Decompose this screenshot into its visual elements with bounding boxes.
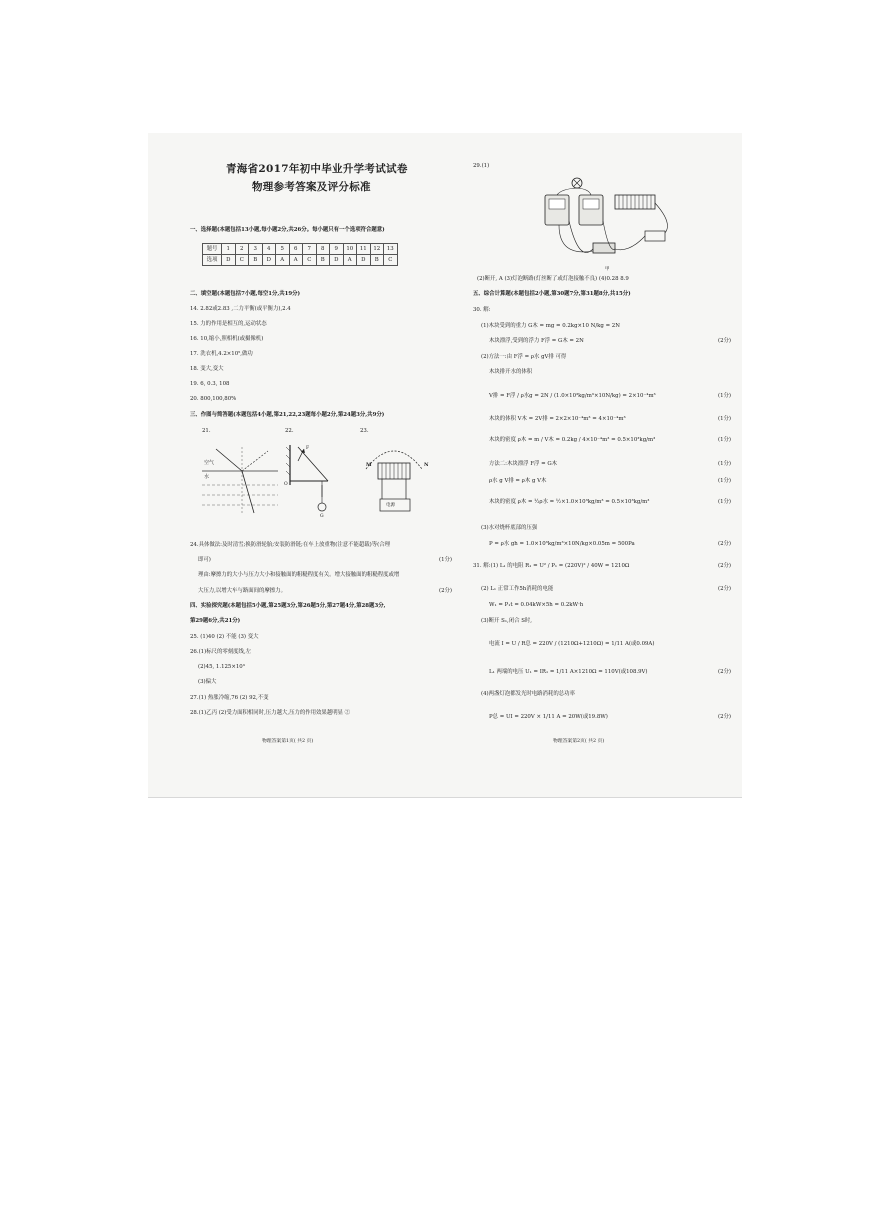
table-row-label: 选项 [203, 255, 222, 266]
table-cell-answer: B [249, 255, 263, 266]
answer-30-2-formula-1: V排 = F浮 / ρ水g = 2N / (1.0×10³kg/m³×10N/kg) = 2×10⁻⁴m³ [489, 393, 656, 399]
answer-31-3-formula-2: L₁ 两端的电压 U₁ = IR₁ = 1/11 A×1210Ω = 110V(或108.9V) [489, 669, 648, 675]
answer-30-2-formula-3: 木块的密度 ρ木 = m / V木 = 0.2kg / 4×10⁻⁴m³ = 0.5×10³kg/m³ [489, 437, 656, 443]
answer-31-2-formula: W₁ = P₁t = 0.04kW×5h = 0.2kW·h [489, 602, 584, 608]
table-cell-answer: D [357, 255, 371, 266]
answer-31-3-line-1: (3)断开 S₁,闭合 S时, [481, 618, 532, 624]
answer-30-2-formula-4: ρ水 g V排 = ρ木 g V木 [489, 478, 547, 484]
table-cell-question-number: 7 [303, 244, 317, 255]
table-cell-question-number: 3 [249, 244, 263, 255]
answer-26-1: 26.(1)标尺的零刻度线,左 [190, 649, 252, 655]
answer-30-2-line-2: 木块排开水的体积 [489, 369, 533, 375]
score-label: (1分) [717, 437, 731, 443]
table-cell-question-number: 11 [357, 244, 371, 255]
figure-23-solenoid-diagram [358, 439, 438, 519]
table-cell-question-number: 10 [343, 244, 357, 255]
table-cell-answer: D [222, 255, 236, 266]
table-cell-answer: D [262, 255, 276, 266]
figure-23-power-label: 电源 [386, 503, 395, 508]
figure-29-label: 甲 [605, 267, 610, 272]
score-label: (2分) [717, 338, 731, 344]
answer-30-2-method-2: 方法二:木块漂浮 F浮 = G木 [489, 461, 558, 467]
answer-25: 25. (1)40 (2) 不能 (3) 变大 [190, 634, 259, 640]
answer-30-3-formula: P = ρ水 gh = 1.0×10³kg/m³×10N/kg×0.05m = 500Pa [489, 541, 635, 547]
figure-22-lever-diagram [282, 439, 346, 519]
choice-answer-table [202, 243, 398, 266]
figure-23-m-label: M [366, 462, 372, 468]
answer-30-2-formula-2: 木块的体积 V木 = 2V排 = 2×2×10⁻⁴m³ = 4×10⁻⁴m³ [489, 416, 626, 422]
table-cell-answer: D [330, 255, 344, 266]
answer-17: 17. 洗衣机,4.2×10⁵,做功 [190, 351, 253, 357]
answer-20: 20. 800,100,80% [190, 396, 237, 402]
table-row-label: 题号 [203, 244, 222, 255]
score-label: (2分) [717, 563, 731, 569]
table-cell-answer: A [276, 255, 290, 266]
answer-26-3: (3)偏大 [198, 679, 217, 685]
figure-21-number: 21. [202, 428, 211, 434]
figure-22-force-label: F [306, 446, 310, 451]
score-label: (2分) [717, 541, 731, 547]
answer-16: 16. 10,缩小,照相机(或摄像机) [190, 336, 264, 342]
answer-30-2-line-1: (2)方法一:由 F浮 = ρ水 gV排 可得 [481, 354, 567, 360]
page-footer: 物理答案第2页( 共2 页) [553, 739, 605, 744]
score-label: (1分) [717, 393, 731, 399]
table-cell-question-number: 5 [276, 244, 290, 255]
table-cell-question-number: 8 [316, 244, 330, 255]
answer-18: 18. 变大,变大 [190, 366, 224, 372]
table-cell-answer: C [384, 255, 398, 266]
section-1-heading: 一、选择题(本题包括13小题,每小题2分,共26分。每小题只有一个选项符合题意) [190, 227, 385, 233]
answer-24-line-4: 大压力,以增大车与路面间的摩擦力。 [198, 588, 286, 594]
table-cell-answer: B [370, 255, 384, 266]
score-label: (2分) [717, 714, 731, 720]
figure-29-circuit-diagram [539, 173, 679, 265]
figure-23-number: 23. [360, 428, 369, 434]
score-label: (1分) [717, 499, 731, 505]
score-label: (1分) [717, 478, 731, 484]
table-cell-question-number: 9 [330, 244, 344, 255]
table-cell-question-number: 1 [222, 244, 236, 255]
answer-14: 14. 2.82或2.83 ,二力平衡(或平衡力),2.4 [190, 306, 291, 312]
section-2-heading: 二、填空题(本题包括7小题,每空1分,共19分) [190, 291, 301, 297]
answer-31-3-formula-1: 电流 I = U / R总 = 220V / (1210Ω+1210Ω) = 1/11 A(或0.09A) [489, 641, 655, 647]
table-cell-question-number: 2 [235, 244, 249, 255]
figure-21-air-label: 空气 [204, 460, 215, 466]
answer-30-3-line-1: (3)水对烧杯底部的压强 [481, 525, 538, 531]
answer-27: 27.(1) 热胀冷缩,76 (2) 92,不变 [190, 695, 269, 701]
figure-22-number: 22. [285, 428, 294, 434]
section-4-heading: 四、实验探究题(本题包括5小题,第25题3分,第26题5分,第27题4分,第28题3分, [190, 603, 386, 609]
figure-21-refraction-diagram [198, 443, 280, 518]
answer-31-2-line-1: (2) L₁ 正常工作5h消耗的电能 [481, 586, 554, 592]
question-30-number: 30. 解: [473, 307, 491, 313]
page-subtitle: 物理参考答案及评分标准 [252, 181, 371, 193]
score-label: (1分) [438, 557, 452, 563]
figure-22-pivot-label: O [284, 482, 288, 487]
table-cell-answer: A [289, 255, 303, 266]
answer-31-4-line-1: (4)两盏灯泡都发光时电路消耗的总功率 [481, 691, 575, 697]
answer-19: 19. 6, 0.3, 108 [190, 381, 230, 387]
table-cell-question-number: 4 [262, 244, 276, 255]
table-cell-answer: C [303, 255, 317, 266]
table-cell-question-number: 6 [289, 244, 303, 255]
answer-28: 28.(1)乙丙 (2)受力面积相同时,压力越大,压力的作用效果越明显 ② [190, 710, 351, 716]
figure-23-n-label: N [424, 462, 429, 468]
answer-24-line-2: 即可) [198, 557, 211, 563]
section-5-heading: 五、综合计算题(本题包括2小题,第30题7分,第31题8分,共15分) [473, 291, 631, 297]
table-cell-answer: B [316, 255, 330, 266]
section-4-heading-cont: 第29题6分,共21分) [190, 618, 241, 624]
answer-24-line-1: 24.具体做法:及时清雪;换防滑轮胎;安装防滑链;在车上放重物(注意不能超载)等(合理 [190, 542, 391, 548]
score-label: (1分) [717, 461, 731, 467]
figure-22-gravity-label: G [320, 514, 324, 519]
question-29-number: 29.(1) [473, 163, 490, 169]
answer-15: 15. 力的作用是相互的,运动状态 [190, 321, 267, 327]
score-label: (1分) [717, 416, 731, 422]
table-cell-answer: C [235, 255, 249, 266]
answer-26-2: (2)45, 1.125×10³ [198, 664, 245, 670]
answer-30-1-line-2: 木块漂浮,受到的浮力 F浮 = G木 = 2N [489, 338, 584, 344]
answer-30-2-formula-5: 木块的密度 ρ木 = ½ρ水 = ½×1.0×10³kg/m³ = 0.5×10³kg/m³ [489, 499, 650, 505]
answer-31-1: 31. 解:(1) L₁ 的电阻 R₁ = U² / P₁ = (220V)² / 40W = 1210Ω [473, 563, 630, 569]
page-footer: 物理答案第1页( 共2 页) [262, 739, 314, 744]
section-3-heading: 三、作图与简答题(本题包括4小题,第21,22,23题每小题2分,第24题3分,共9分) [190, 412, 385, 418]
score-label: (2分) [438, 588, 452, 594]
answer-31-4-formula: P总 = UI = 220V × 1/11 A = 20W(或19.8W) [489, 714, 608, 720]
figure-21-water-label: 水 [204, 474, 210, 480]
table-cell-answer: A [343, 255, 357, 266]
score-label: (2分) [717, 586, 731, 592]
page-title: 青海省2017年初中毕业升学考试试卷 [226, 163, 408, 175]
scanned-answer-sheet [148, 133, 742, 798]
table-cell-question-number: 12 [370, 244, 384, 255]
answer-24-line-3: 理由:摩擦力的大小与压力大小和接触面的粗糙程度有关。增大接触面的粗糙程度或增 [198, 572, 400, 578]
answer-30-1-line-1: (1)木块受到的重力 G木 = mg = 0.2kg×10 N/kg = 2N [481, 323, 620, 329]
table-cell-question-number: 13 [384, 244, 398, 255]
answer-29-2: (2)断开, A (3)灯泡断路(灯丝断了或灯泡接触不良) (4)0.28 8.9 [477, 276, 629, 282]
score-label: (2分) [717, 669, 731, 675]
